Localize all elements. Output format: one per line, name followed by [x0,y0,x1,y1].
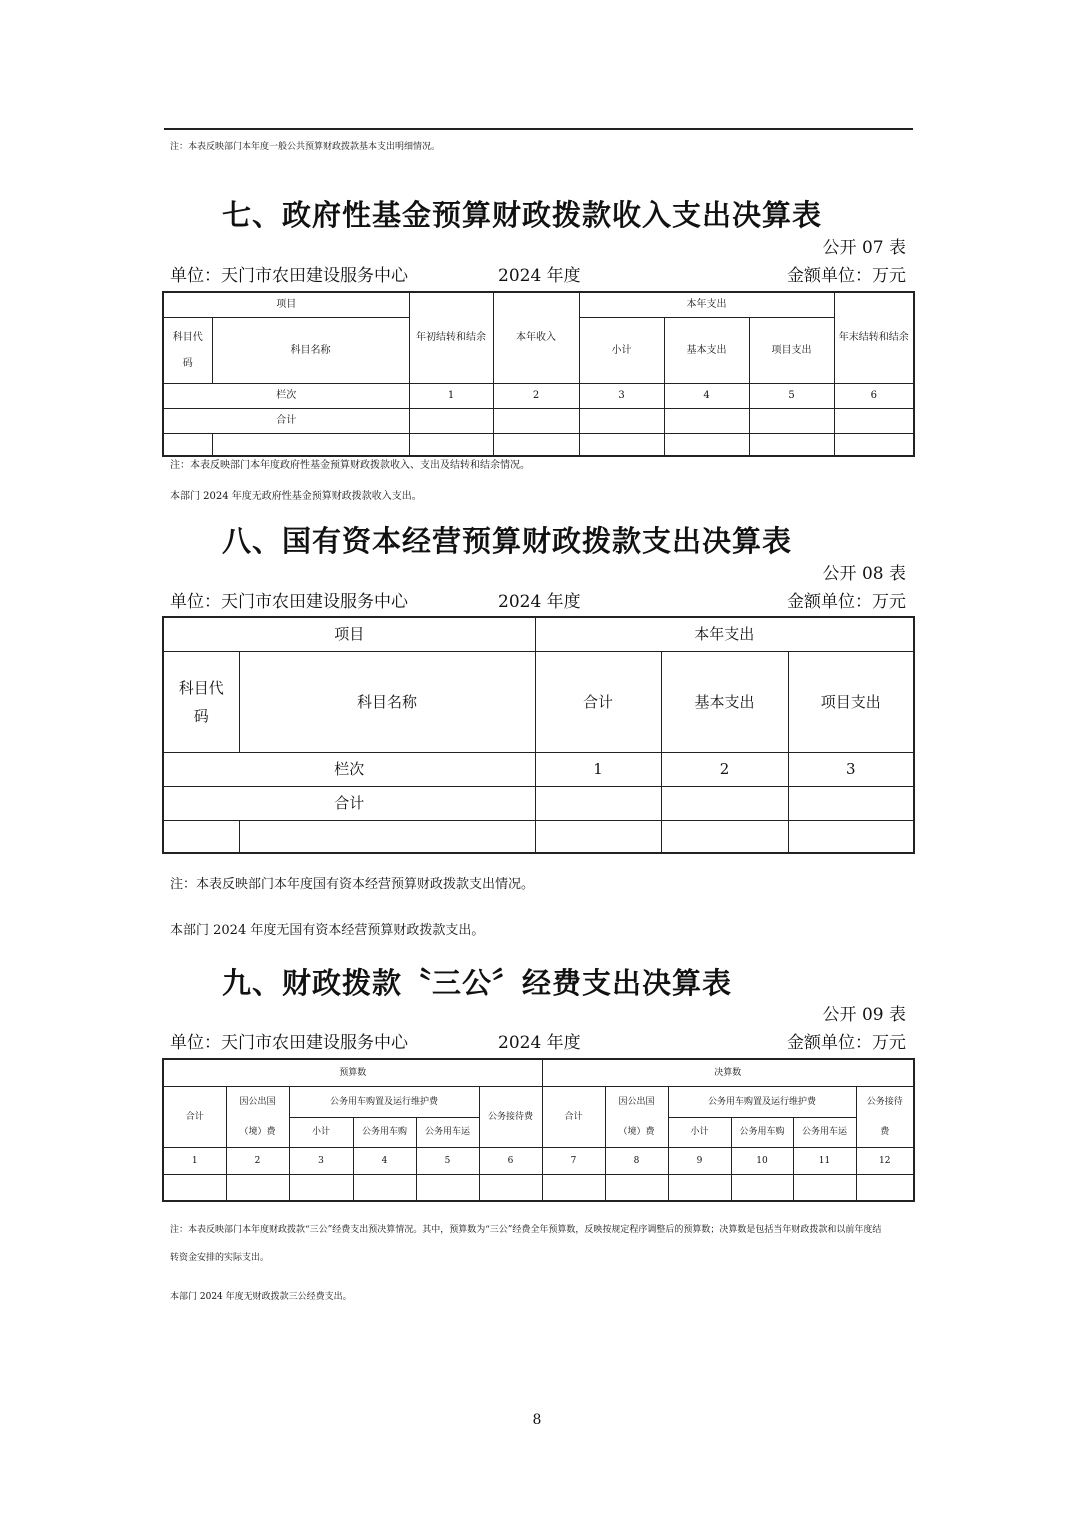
t07-header-code: 科目代码 [163,318,212,384]
t09-empty-cell [416,1175,479,1201]
t08-empty-cell [661,820,788,853]
t08-col-3: 3 [788,752,914,786]
t07-col-3: 3 [579,384,664,409]
section-08-amount-unit: 金额单位：万元 [787,592,906,612]
t09-col-5: 5 [416,1148,479,1175]
t09-header-final-purchase: 公务用车购 [731,1117,793,1148]
table-08 [162,616,915,854]
t07-empty-cell [163,434,212,456]
section-09-note: 注：本表反映部门本年度财政拨款“三公”经费支出预决算情况。其中，预算数为“三公”经费全年预算数，反映按规定程序调整后的预算数；决算数是包括当年财政拨款和以前年度结 [170,1225,882,1235]
t09-col-4: 4 [353,1148,416,1175]
t07-header-project: 项目 [163,292,409,318]
t09-col-12: 12 [856,1148,914,1175]
t08-empty-cell [239,820,535,853]
t07-col-5: 5 [749,384,834,409]
section-09-note2: 本部门 2024 年度无财政拨款三公经费支出。 [170,1292,352,1302]
t09-col-6: 6 [479,1148,542,1175]
t09-col-10: 10 [731,1148,793,1175]
t07-empty-cell [749,434,834,456]
t07-header-expense: 本年支出 [579,292,834,318]
t08-row-total-label: 合计 [163,786,535,820]
t07-total-cell [579,409,664,434]
top-rule [164,128,913,130]
t07-row-total-label: 合计 [163,409,409,434]
section-08-year: 2024 年度 [498,592,581,612]
section-07-year: 2024 年度 [498,266,581,286]
t07-header-name: 科目名称 [212,318,409,384]
table-07 [162,291,915,457]
t09-header-final: 决算数 [542,1059,914,1087]
section-07-table-no: 公开 07 表 [822,238,906,258]
section-07-note: 注：本表反映部门本年度政府性基金预算财政拨款收入、支出及结转和结余情况。 [170,460,530,471]
t08-total-cell [661,786,788,820]
t08-header-code: 科目代码 [163,651,239,752]
t09-header-budget-total: 合计 [163,1087,226,1148]
t09-col-11: 11 [793,1148,856,1175]
t09-empty-cell [289,1175,353,1201]
section-07-amount-unit: 金额单位：万元 [787,266,906,286]
t08-header-basic: 基本支出 [661,651,788,752]
t09-empty-cell [731,1175,793,1201]
t08-empty-cell [788,820,914,853]
t08-header-name: 科目名称 [239,651,535,752]
t09-header-budget-reception: 公务接待费 [479,1087,542,1148]
t07-col-4: 4 [664,384,749,409]
t07-header-end: 年末结转和结余 [834,292,914,384]
t09-header-final-sub: 小计 [668,1117,731,1148]
t07-total-cell [749,409,834,434]
section-07-title: 七、政府性基金预算财政拨款收入支出决算表 [222,198,823,232]
t09-empty-cell [856,1175,914,1201]
t07-col-1: 1 [409,384,493,409]
section-09-title: 九、财政拨款〝三公〞经费支出决算表 [222,966,733,1000]
t09-col-7: 7 [542,1148,605,1175]
t08-header-expense: 本年支出 [535,617,914,651]
t08-col-2: 2 [661,752,788,786]
t09-empty-cell [226,1175,289,1201]
t09-header-budget: 预算数 [163,1059,542,1087]
section-08-unit: 单位：天门市农田建设服务中心 [170,592,408,612]
t09-col-1: 1 [163,1148,226,1175]
t08-header-total: 合计 [535,651,661,752]
section-07-unit: 单位：天门市农田建设服务中心 [170,266,408,286]
t09-header-final-total: 合计 [542,1087,605,1148]
t09-empty-cell [605,1175,668,1201]
t09-empty-cell [479,1175,542,1201]
t07-total-cell [409,409,493,434]
t09-header-final-reception: 公务接待费 [856,1087,914,1148]
t09-header-budget-abroad: 因公出国（境）费 [226,1087,289,1148]
t07-header-subtotal: 小计 [579,318,664,384]
section-07-note2: 本部门 2024 年度无政府性基金预算财政拨款收入支出。 [170,491,422,502]
t07-row-col-label: 栏次 [163,384,409,409]
t09-header-budget-run: 公务用车运 [416,1117,479,1148]
section-08-note2: 本部门 2024 年度无国有资本经营预算财政拨款支出。 [170,923,485,938]
t08-empty-cell [535,820,661,853]
t07-empty-cell [664,434,749,456]
t09-empty-cell [163,1175,226,1201]
section-08-table-no: 公开 08 表 [822,564,906,584]
t07-total-cell [834,409,914,434]
t07-total-cell [664,409,749,434]
top-note: 注：本表反映部门本年度一般公共预算财政拨款基本支出明细情况。 [170,142,441,152]
t07-empty-cell [409,434,493,456]
t07-header-project-exp: 项目支出 [749,318,834,384]
t07-header-basic: 基本支出 [664,318,749,384]
t08-header-project-exp: 项目支出 [788,651,914,752]
t09-col-3: 3 [289,1148,353,1175]
t09-header-budget-vehicle: 公务用车购置及运行维护费 [289,1087,479,1118]
t09-header-final-abroad: 因公出国（境）费 [605,1087,668,1148]
t07-empty-cell [834,434,914,456]
t07-header-begin: 年初结转和结余 [409,292,493,384]
section-09-table-no: 公开 09 表 [822,1005,906,1025]
t09-col-2: 2 [226,1148,289,1175]
t08-empty-cell [163,820,239,853]
section-09-unit: 单位：天门市农田建设服务中心 [170,1033,408,1053]
t08-total-cell [788,786,914,820]
t09-header-budget-sub: 小计 [289,1117,353,1148]
t09-empty-cell [668,1175,731,1201]
t08-col-1: 1 [535,752,661,786]
t07-total-cell [493,409,579,434]
section-09-year: 2024 年度 [498,1033,581,1053]
t07-empty-cell [493,434,579,456]
t09-empty-cell [542,1175,605,1201]
t07-empty-cell [579,434,664,456]
t07-col-2: 2 [493,384,579,409]
t09-empty-cell [353,1175,416,1201]
t09-col-9: 9 [668,1148,731,1175]
t09-col-8: 8 [605,1148,668,1175]
t07-empty-cell [212,434,409,456]
section-09-note-cont: 转资金安排的实际支出。 [170,1253,270,1263]
t09-header-budget-purchase: 公务用车购 [353,1117,416,1148]
page-number: 8 [532,1412,542,1428]
section-08-title: 八、国有资本经营预算财政拨款支出决算表 [222,524,793,558]
t08-total-cell [535,786,661,820]
t07-header-income: 本年收入 [493,292,579,384]
t09-empty-cell [793,1175,856,1201]
table-09 [162,1058,915,1202]
t08-header-project: 项目 [163,617,535,651]
section-09-amount-unit: 金额单位：万元 [787,1033,906,1053]
t09-header-final-vehicle: 公务用车购置及运行维护费 [668,1087,856,1118]
t09-header-final-run: 公务用车运 [793,1117,856,1148]
section-08-note: 注：本表反映部门本年度国有资本经营预算财政拨款支出情况。 [170,877,535,892]
t07-col-6: 6 [834,384,914,409]
t08-row-col-label: 栏次 [163,752,535,786]
